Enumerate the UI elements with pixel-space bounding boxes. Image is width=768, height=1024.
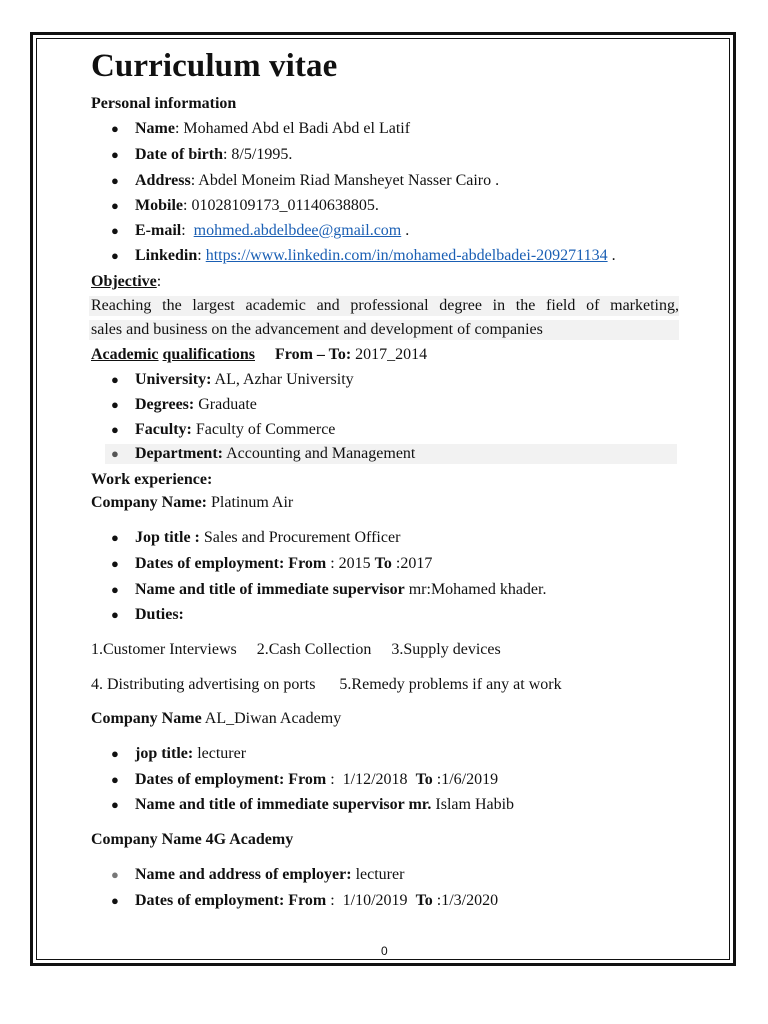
list-item-supervisor-2: ● Name and title of immediate supervisor mr. Islam Habib [91,795,514,815]
duties-line-1: 1.Customer Interviews 2.Cash Collection 3.Supply devices [91,641,501,658]
bullet: ● [111,198,119,213]
objective-line-2: sales and business on the advancement and development of companies [89,320,679,340]
list-item-employer-3: ● Name and address of employer: lecturer [91,865,404,885]
list-item-dates-2: ● Dates of employment: From : 1/12/2018 To :1/6/2019 [91,770,498,790]
list-item-duties-1: ● Duties: [91,605,184,625]
list-item-degrees: ● Degrees: Graduate [91,395,257,415]
list-item-mobile: ● Mobile: 01028109173_01140638805. [91,196,379,216]
bullet: ● [111,372,119,387]
bullet: ● [111,772,119,787]
bullet: ● [111,121,119,136]
bullet: ● [111,607,119,622]
linkedin-link[interactable]: https://www.linkedin.com/in/mohamed-abdelbadei-209271134 [205,247,608,264]
bullet: ● [111,173,119,188]
list-item-job-title-2: ● jop title: lecturer [91,744,246,764]
bullet: ● [111,797,119,812]
list-item-linkedin: ● Linkedin: https://www.linkedin.com/in/mohamed-abdelbadei-209271134 . [91,246,616,266]
bullet: ● [111,446,119,461]
list-item-dates-1: ● Dates of employment: From : 2015 To :2017 [91,554,432,574]
list-item-address: ● Address: Abdel Moneim Riad Mansheyet Nasser Cairo . [91,171,499,191]
list-item-name: ● Name: Mohamed Abd el Badi Abd el Latif [91,119,410,139]
page-number: 0 [381,944,388,958]
cv-title: Curriculum vitae [91,48,338,84]
bullet: ● [111,248,119,263]
bullet: ● [111,556,119,571]
list-item-dates-3: ● Dates of employment: From : 1/10/2019 To :1/3/2020 [91,891,498,911]
bullet: ● [111,893,119,908]
list-item-university: ● University: AL, Azhar University [91,370,354,390]
company-1-name: Company Name: Platinum Air [91,494,294,511]
email-link[interactable]: mohmed.abdelbdee@gmail.com [193,222,402,239]
list-item-job-title-1: ● Jop title : Sales and Procurement Officer [91,528,400,548]
bullet: ● [111,746,119,761]
bullet: ● [111,147,119,162]
list-item-faculty: ● Faculty: Faculty of Commerce [91,420,335,440]
list-item-department: ● Department: Accounting and Management [105,444,677,464]
bullet: ● [111,223,119,238]
bullet: ● [111,582,119,597]
bullet: ● [111,867,119,882]
list-item-dob: ● Date of birth: 8/5/1995. [91,145,292,165]
personal-heading: Personal information [91,95,237,112]
bullet: ● [111,422,119,437]
duties-line-2: 4. Distributing advertising on ports 5.Remedy problems if any at work [91,676,562,693]
company-2-name: Company Name AL_Diwan Academy [91,710,342,727]
company-3-name: Company Name 4G Academy [91,831,294,848]
work-heading: Work experience: [91,471,213,488]
list-item-supervisor-1: ● Name and title of immediate supervisor mr:Mohamed khader. [91,580,546,600]
list-item-email: ● E-mail: mohmed.abdelbdee@gmail.com . [91,221,409,241]
objective-heading: Objective: [91,273,162,290]
bullet: ● [111,530,119,545]
bullet: ● [111,397,119,412]
objective-line-1: Reaching the largest academic and professional degree in the field of marketing, [91,297,679,314]
academic-heading: Academic qualifications From – To: 2017_2014 [91,346,428,363]
